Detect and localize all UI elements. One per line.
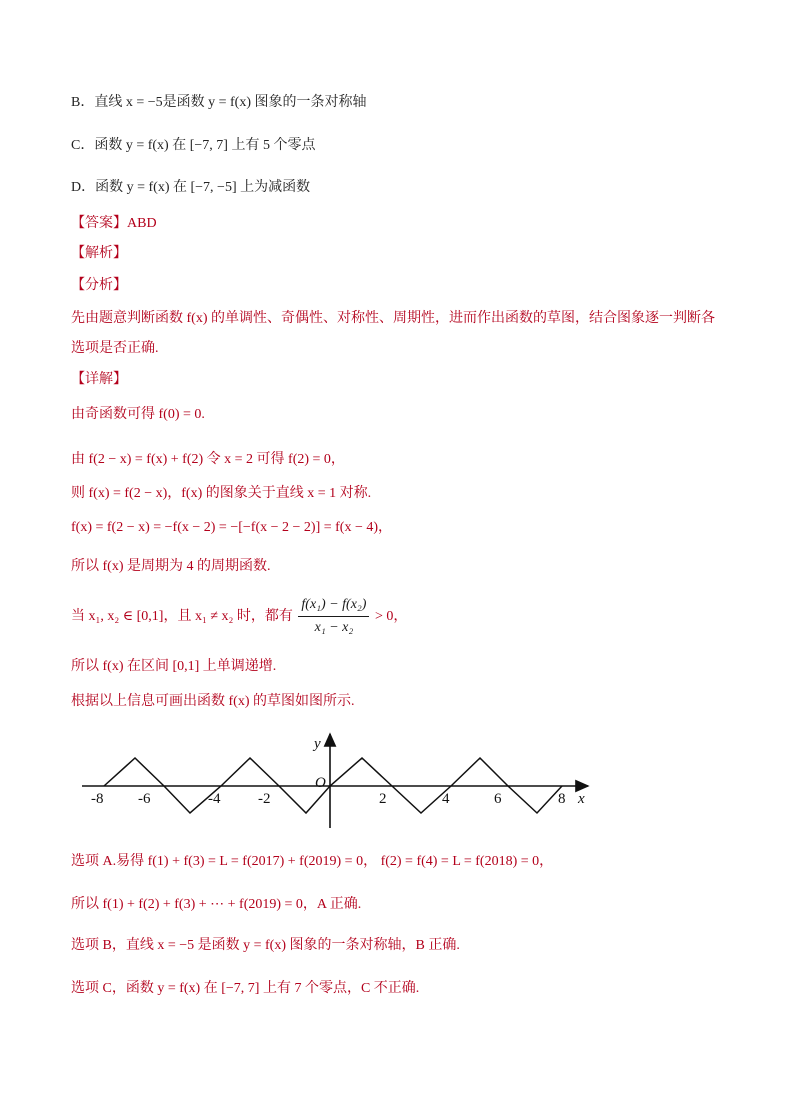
detail-after-2: 根据以上信息可画出函数 f(x) 的草图如图所示. bbox=[71, 694, 355, 709]
answer-value: ABD bbox=[127, 216, 157, 231]
detail-line-2: 由 f(2 − x) = f(x) + f(2) 令 x = 2 可得 f(2) = 0， bbox=[71, 452, 345, 467]
y-axis-label: y bbox=[314, 736, 321, 752]
detail-line-4: f(x) = f(2 − x) = −f(x − 2) = −[−f(x − 2 − 2)] = f(x − 4)， bbox=[71, 520, 393, 535]
tick-label-4: 4 bbox=[442, 791, 450, 807]
tick-label-6: 6 bbox=[494, 791, 502, 807]
conclusion-a-sum: 所以 f(1) + f(2) + f(3) + ⋯ + f(2019) = 0，A 正确. bbox=[71, 897, 362, 912]
condition-suffix: > 0， bbox=[374, 609, 408, 624]
fenxi-line-1: 先由题意判断函数 f(x) 的单调性、奇偶性、对称性、周期性，进而作出函数的草图，结合图象逐一判断各 bbox=[71, 311, 715, 326]
detail-line-5: 所以 f(x) 是周期为 4 的周期函数. bbox=[71, 559, 271, 574]
origin-label: O bbox=[315, 775, 326, 791]
fenxi-label: 【分析】 bbox=[71, 278, 127, 293]
jiexi-label: 【解析】 bbox=[71, 246, 127, 261]
x-axis-label: x bbox=[578, 791, 585, 807]
function-sketch-graph bbox=[78, 728, 598, 834]
answer-label: 【答案】 bbox=[71, 216, 127, 231]
conclusion-c: 选项 C，函数 y = f(x) 在 [−7, 7] 上有 7 个零点，C 不正确. bbox=[71, 981, 420, 996]
option-b: B．直线 x = −5是函数 y = f(x) 图象的一条对称轴 bbox=[71, 95, 367, 110]
condition-prefix: 当 x₁, x₂ ∈ [0,1]，且 x₁ ≠ x₂ 时，都有 bbox=[71, 609, 293, 624]
detail-after-1: 所以 f(x) 在区间 [0,1] 上单调递增. bbox=[71, 659, 277, 674]
tick-label-neg8: -8 bbox=[91, 791, 104, 807]
condition-line bbox=[71, 594, 407, 640]
fraction-denominator: x₁ − x₂ bbox=[314, 620, 354, 636]
detail-line-3: 则 f(x) = f(2 − x)，f(x) 的图象关于直线 x = 1 对称. bbox=[71, 486, 372, 501]
tick-label-neg6: -6 bbox=[138, 791, 151, 807]
option-c: C．函数 y = f(x) 在 [−7, 7] 上有 5 个零点 bbox=[71, 138, 316, 153]
tick-label-neg4: -4 bbox=[208, 791, 221, 807]
tick-label-8: 8 bbox=[558, 791, 566, 807]
condition-fraction bbox=[298, 596, 369, 637]
tick-label-2: 2 bbox=[379, 791, 387, 807]
detail-label: 【详解】 bbox=[71, 372, 127, 387]
detail-line-1: 由奇函数可得 f(0) = 0. bbox=[71, 407, 205, 422]
answer-line bbox=[71, 214, 157, 234]
conclusion-a: 选项 A.易得 f(1) + f(3) = L = f(2017) + f(2019) = 0， f(2) = f(4) = L = f(2018) = 0， bbox=[71, 854, 554, 869]
option-d: D．函数 y = f(x) 在 [−7, −5] 上为减函数 bbox=[71, 180, 311, 195]
fraction-numerator: f(x₁) − f(x₂) bbox=[298, 596, 369, 617]
conclusion-b: 选项 B，直线 x = −5 是函数 y = f(x) 图象的一条对称轴，B 正确. bbox=[71, 938, 460, 953]
tick-label-neg2: -2 bbox=[258, 791, 271, 807]
fenxi-line-2: 选项是否正确. bbox=[71, 341, 159, 356]
